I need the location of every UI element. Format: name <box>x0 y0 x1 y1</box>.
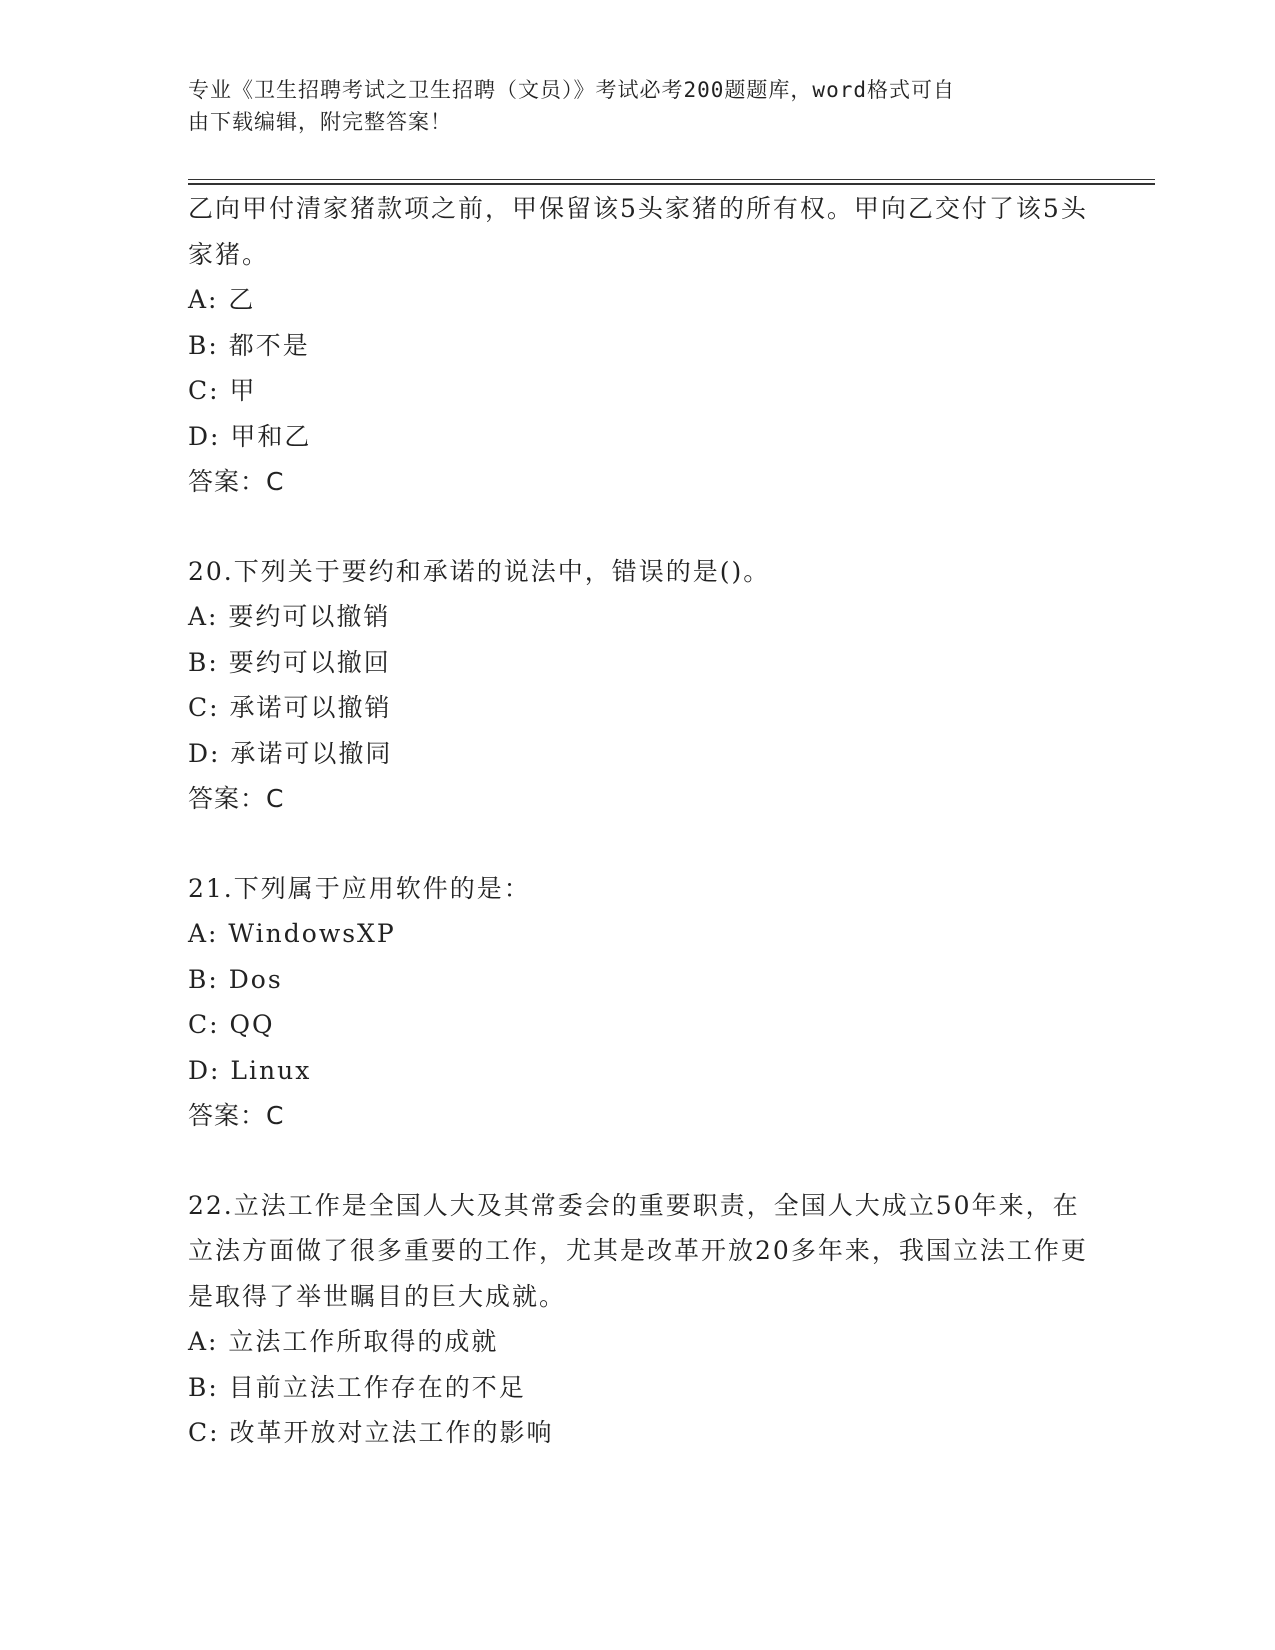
question-22 <box>188 1183 1088 1456</box>
header-line-1: 专业《卫生招聘考试之卫生招聘（文员）》考试必考200题题库，word格式可自 <box>188 78 955 102</box>
question-text: 21.下列属于应用软件的是： <box>188 873 531 903</box>
document-header <box>188 74 1068 138</box>
question-21 <box>188 866 1088 1139</box>
option-d: D: 甲和乙 <box>188 421 312 451</box>
option-b: B: 目前立法工作存在的不足 <box>188 1372 526 1402</box>
option-b: B: 都不是 <box>188 330 310 360</box>
option-b: B: 要约可以撤回 <box>188 647 391 677</box>
question-text: 20.下列关于要约和承诺的说法中，错误的是()。 <box>188 556 771 586</box>
option-a: A: WindowsXP <box>188 919 396 948</box>
option-a: A: 乙 <box>188 285 256 314</box>
option-c: C: 承诺可以撤销 <box>188 693 392 722</box>
option-c: C: 甲 <box>188 376 257 405</box>
option-d: D: Linux <box>188 1055 312 1085</box>
option-c: C: 改革开放对立法工作的影响 <box>188 1418 554 1447</box>
option-a: A: 立法工作所取得的成就 <box>188 1327 499 1356</box>
question-text: 乙向甲付清家猪款项之前，甲保留该5头家猪的所有权。甲向乙交付了该5头家猪。 <box>188 194 1088 269</box>
option-a: A: 要约可以撤销 <box>188 602 391 631</box>
question-text: 22.立法工作是全国人大及其常委会的重要职责，全国人大成立50年来，在立法方面做了很多重要的工作，尤其是改革开放20多年来，我国立法工作更是取得了举世瞩目的巨大成就。 <box>188 1190 1088 1311</box>
header-divider-thin <box>188 179 1155 180</box>
header-line-2: 由下载编辑，附完整答案！ <box>188 110 452 134</box>
answer: 答案：C <box>188 1101 285 1130</box>
option-c: C: QQ <box>188 1010 275 1039</box>
option-b: B: Dos <box>188 964 283 994</box>
answer: 答案：C <box>188 784 285 813</box>
question-content <box>188 186 1088 1456</box>
answer: 答案：C <box>188 467 285 496</box>
header-divider-thick <box>188 183 1155 185</box>
option-d: D: 承诺可以撤同 <box>188 738 393 768</box>
question-continuation <box>188 186 1088 505</box>
question-20 <box>188 549 1088 822</box>
